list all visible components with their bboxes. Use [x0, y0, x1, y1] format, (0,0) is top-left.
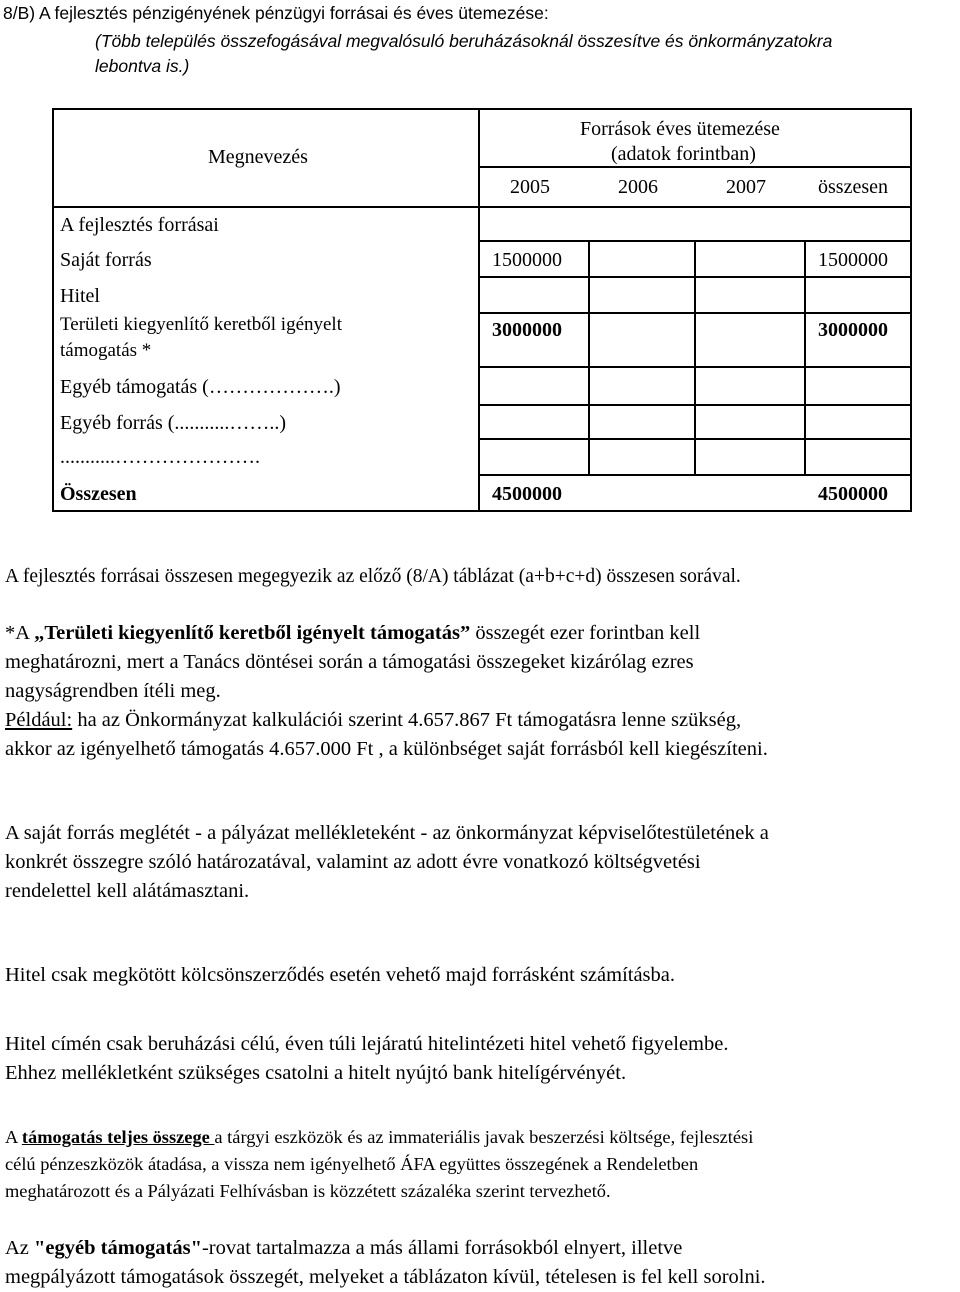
- heading-note-line1: (Több település összefogásával megvalósuló beruházásoknál összesítve és önkormányzatokra: [95, 31, 833, 51]
- table-divider: [694, 240, 696, 474]
- note-loan2-line2: Ehhez mellékletként szükséges csatolni a hitelt nyújtó bank hitelígérvényét.: [5, 1062, 627, 1084]
- row-label-regional-support: Területi kiegyenlítő keretből igényelt: [60, 314, 342, 335]
- cell-regional-support-total: 3000000: [818, 319, 888, 341]
- note-example-line1: Például: ha az Önkormányzat kalkulációi szerint 4.657.867 Ft támogatásra lenne szükség,: [5, 709, 742, 731]
- note-full-line2: célú pénzeszközök átadása, a vissza nem igényelhető ÁFA együttes összegének a Rendeletben: [5, 1154, 699, 1174]
- table-divider: [588, 240, 590, 474]
- cell-total-2005: 4500000: [492, 483, 562, 505]
- name-column-header: Megnevezés: [208, 146, 308, 168]
- note-match: A fejlesztés forrásai összesen megegyezik az előző (8/A) táblázat (a+b+c+d) összesen sorával.: [5, 566, 741, 587]
- cell-own-source-2005: 1500000: [492, 249, 562, 271]
- row-label-total: Összesen: [60, 483, 137, 505]
- note-other-line2: megpályázott támogatások összegét, melyeket a táblázaton kívül, tételesen is fel kell sorolni.: [5, 1266, 766, 1288]
- note-example-line2: akkor az igényelhető támogatás 4.657.000 Ft , a különbséget saját forrásból kell kiegészíteni.: [5, 738, 768, 760]
- schedule-header: Források éves ütemezése: [580, 118, 780, 140]
- row-label-own-source: Saját forrás: [60, 249, 152, 271]
- note-star-line2: meghatározni, mert a Tanács döntései során a támogatási összegeket kizárólag ezres: [5, 651, 694, 673]
- table-divider: [478, 166, 912, 168]
- section-label: A fejlesztés forrásai: [60, 214, 219, 236]
- table-divider: [804, 240, 806, 474]
- note-own-line1: A saját forrás meglétét - a pályázat mellékleteként - az önkormányzat képviselőtestületének a: [5, 822, 769, 844]
- note-loan2-line1: Hitel címén csak beruházási célú, éven túli lejáratú hitelintézeti hitel vehető figyelembe.: [5, 1033, 729, 1055]
- schedule-subheader: (adatok forintban): [611, 143, 756, 165]
- row-label-loan: Hitel: [60, 285, 100, 307]
- heading-note-line2: lebontva is.): [95, 56, 190, 76]
- note-full-line3: meghatározott és a Pályázati Felhívásban is közzétett százaléka szerint tervezhető.: [5, 1181, 611, 1201]
- note-star-line3: nagyságrendben ítéli meg.: [5, 680, 221, 702]
- row-label-blank: ...........………………….: [60, 446, 260, 468]
- cell-total-total: 4500000: [818, 483, 888, 505]
- column-header-2005: 2005: [510, 176, 550, 198]
- note-full-line1: A támogatás teljes összege a tárgyi eszközök és az immateriális javak beszerzési költsége, fejlesztési: [5, 1127, 754, 1147]
- column-header-total: összesen: [818, 176, 888, 198]
- cell-own-source-total: 1500000: [818, 249, 888, 271]
- column-header-2007: 2007: [726, 176, 766, 198]
- row-label-other-source: Egyéb forrás (...........……..): [60, 412, 287, 434]
- column-header-2006: 2006: [618, 176, 658, 198]
- cell-regional-support-2005: 3000000: [492, 319, 562, 341]
- section-heading: 8/B) A fejlesztés pénzigényének pénzügyi forrásai és éves ütemezése:: [3, 3, 549, 23]
- row-label-other-support: Egyéb támogatás (……………….): [60, 376, 341, 398]
- note-loan: Hitel csak megkötött kölcsönszerződés esetén vehető majd forrásként számításba.: [5, 964, 676, 986]
- note-other-line1: Az "egyéb támogatás"-rovat tartalmazza a más állami forrásokból elnyert, illetve: [5, 1237, 683, 1259]
- table-divider: [478, 108, 480, 512]
- table-divider: [52, 206, 912, 208]
- note-own-line2: konkrét összegre szóló határozatával, valamint az adott évre vonatkozó költségvetési: [5, 851, 701, 873]
- row-label-regional-support-cont: támogatás *: [60, 340, 152, 361]
- note-star-line1: *A „Területi kiegyenlítő keretből igényelt támogatás” összegét ezer forintban kell: [5, 622, 701, 644]
- note-own-line3: rendelettel kell alátámasztani.: [5, 880, 250, 902]
- table-divider: [478, 474, 912, 476]
